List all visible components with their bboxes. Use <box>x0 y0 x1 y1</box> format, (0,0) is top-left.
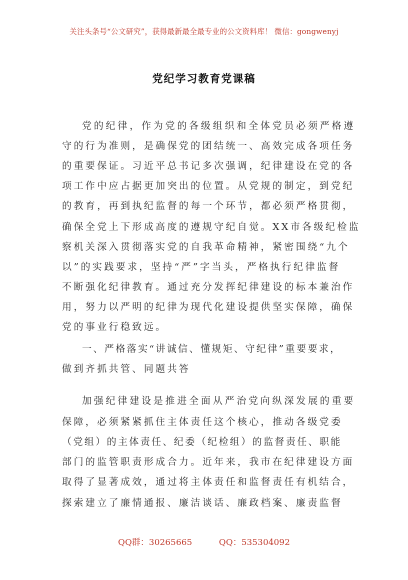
body-line: 项工作中应占据更加突出的位置。从党规的制定，到党纪 <box>62 181 355 192</box>
body-line: 不断强化纪律教育。通过充分发挥纪律建设的标本兼治作 <box>62 282 355 293</box>
body-line: 探索建立了廉情通报、廉洁谈话、廉政档案、廉责监督 <box>62 498 343 509</box>
body-line: 守的行为准则，是确保党的团结统一、高效完成各项任务 <box>62 141 355 152</box>
body-line: 党的纪律，作为党的各级组织和全体党员必须严格遵 <box>82 121 356 132</box>
qq-number: QQ：535304092 <box>218 538 290 548</box>
body-line: 保障，必须紧紧抓住主体责任这个核心，推动各级党委 <box>62 417 343 428</box>
body-line: 以”的实践要求，坚持“严”字当头，严格执行纪律监督 <box>62 262 341 273</box>
body-line: （党组）的主体责任、纪委（纪检组）的监督责任、职能 <box>62 437 342 448</box>
body-line: 取得了显著成效，通过将主体责任和监督责任有机结合， <box>62 477 355 488</box>
body-line: 的重要保证。习近平总书记多次强调，纪律建设在党的各 <box>62 161 355 172</box>
promo-header: 关注头条号“公文研究”，获得最新最全最专业的公文资料库！ 微信：gongwenyj <box>69 27 339 36</box>
section-heading: 一、严格落实“讲诚信、懂规矩、守纪律”重要要求， <box>82 344 342 355</box>
contact-footer <box>0 536 408 548</box>
body-line: 党的事业行稳致远。 <box>62 322 168 333</box>
body-line: 加强纪律建设是推进全面从严治党向纵深发展的重要 <box>82 396 356 407</box>
document-title: 党纪学习教育党课稿 <box>152 73 256 85</box>
body-line: 的教育，再到执纪监督的每一个环节，都必须严格贯彻， <box>62 201 355 212</box>
body-line: 部门的监管职责形成合力。近年来，我市在纪律建设方面 <box>62 457 355 468</box>
body-line: 察机关深入贯彻落实党的自我革命精神，紧密围绕“九个 <box>62 242 350 253</box>
body-line: 用，努力以严明的纪律为现代化建设提供坚实保障，确保 <box>62 302 355 313</box>
body-line: 确保全党上下形成高度的遵规守纪自觉。XX市各级纪检监 <box>62 222 361 233</box>
section-heading-cont: 做到齐抓共管、同题共答 <box>62 364 191 375</box>
qq-group-number: QQ群：30265665 <box>117 538 193 548</box>
